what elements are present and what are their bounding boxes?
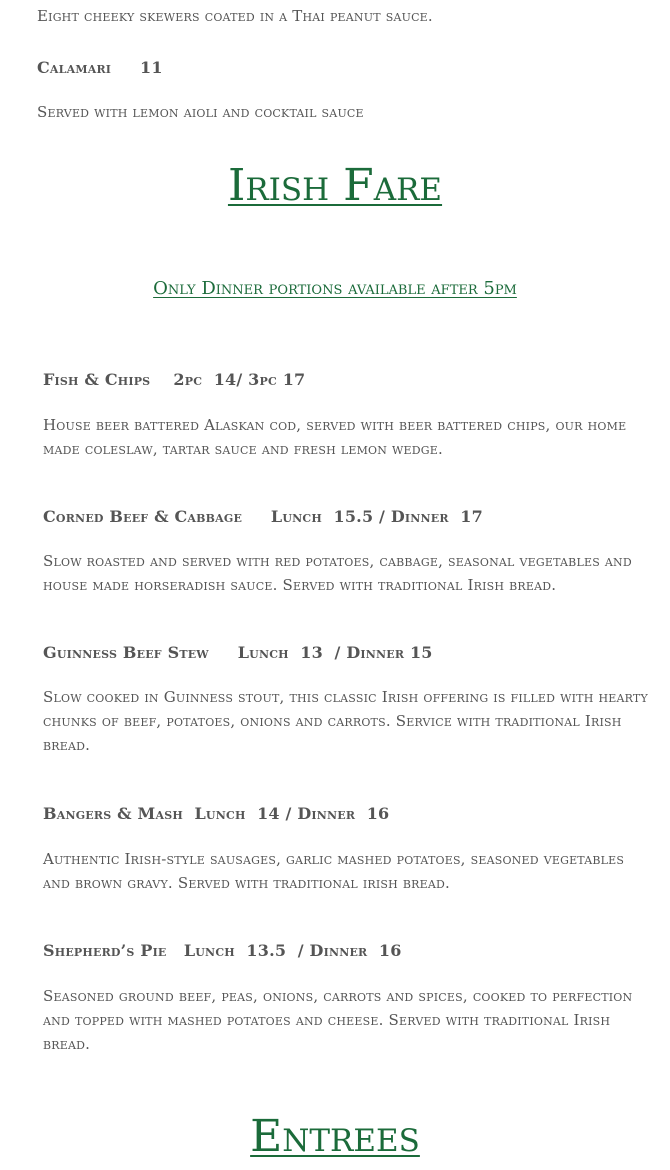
menu-item-description-beef-stew: Slow cooked in Guinness stout, this classic Irish offering is filled with hearty chunks of beef, potatoes, onions and carrots. Service with traditional Irish bread. xyxy=(43,688,648,754)
calamari-description: Served with lemon aioli and cocktail sauce xyxy=(37,103,364,121)
menu-item-description-shepherds-pie: Seasoned ground beef, peas, onions, carrots and spices, cooked to perfection and topped with mashed potatoes and cheese. Served with traditional Irish bread. xyxy=(43,987,633,1053)
menu-item-description-corned-beef: Slow roasted and served with red potatoes, cabbage, seasonal vegetables and house made horseradish sauce. Served with traditional Irish bread. xyxy=(43,552,632,594)
entrees-heading: Entrees xyxy=(250,1111,420,1162)
irish-fare-heading: Irish Fare xyxy=(227,160,443,211)
previous-item-description: Eight cheeky skewers coated in a Thai peanut sauce. xyxy=(37,7,433,25)
menu-item-title-corned-beef: Corned Beef & Cabbage Lunch 15.5 / Dinner 17 xyxy=(43,507,483,526)
calamari-title: Calamari 11 xyxy=(37,58,163,77)
menu-item-description-bangers-mash: Authentic Irish-style sausages, garlic mashed potatoes, seasoned vegetables and brown gravy. Served with traditional irish bread. xyxy=(43,850,625,892)
dinner-portions-notice: Only Dinner portions available after 5pm xyxy=(153,278,517,299)
menu-item-title-shepherds-pie: Shepherd’s Pie Lunch 13.5 / Dinner 16 xyxy=(43,941,402,960)
menu-item-title-fish-chips: Fish & Chips 2pc 14/ 3pc 17 xyxy=(43,370,306,389)
menu-item-title-bangers-mash: Bangers & Mash Lunch 14 / Dinner 16 xyxy=(43,804,390,823)
menu-item-description-fish-chips: House beer battered Alaskan cod, served with beer battered chips, our home made coleslaw, tartar sauce and fresh lemon wedge. xyxy=(43,416,627,458)
menu-item-title-beef-stew: Guinness Beef Stew Lunch 13 / Dinner 15 xyxy=(43,643,433,662)
